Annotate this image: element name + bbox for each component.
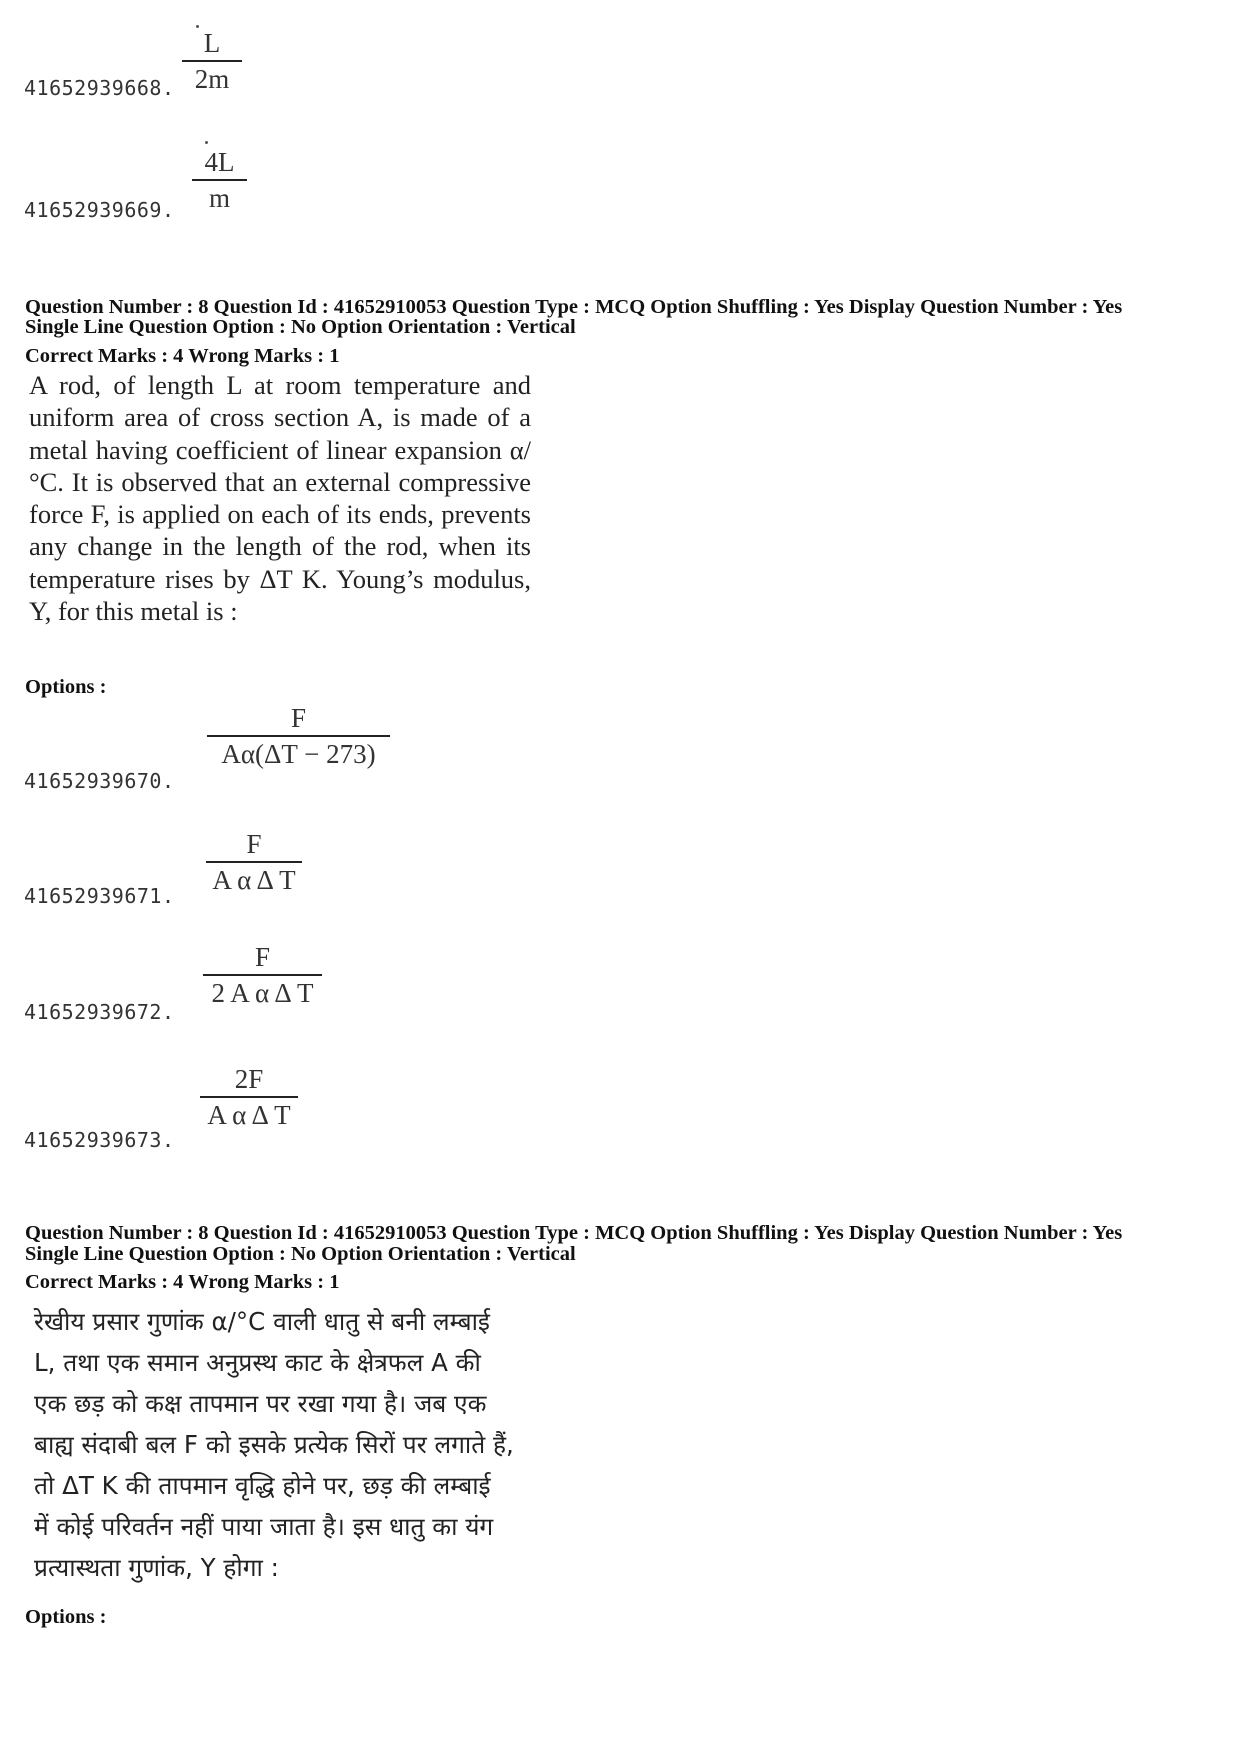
option-id: 41652939671. [24, 884, 175, 908]
options-label: Options : [25, 1606, 107, 1628]
formula-denominator: A α Δ T [207, 1100, 291, 1130]
option-id: 41652939670. [24, 769, 175, 793]
formula-numerator: L [203, 28, 221, 58]
formula-numerator: F [254, 942, 271, 972]
option-id: 41652939668. [24, 76, 175, 100]
option-formula[interactable] [200, 1062, 298, 1132]
formula-denominator: Aα(ΔT − 273) [221, 739, 376, 769]
formula-denominator: 2 A α Δ T [211, 978, 314, 1008]
option-formula[interactable] [207, 701, 390, 771]
formula-numerator: 2F [234, 1064, 264, 1094]
text-line: में कोई परिवर्तन नहीं पाया जाता है। इस धातु का यंग [34, 1512, 494, 1541]
question-text: A rod, of length L at room temperature and uniform area of cross section A, is made of a metal having coefficient of linear expansion α/°C. It is observed that an external compressive force F, is applied on each of its ends, prevents any change in the length of the rod, when its temperature rises by ΔT K. Young’s modulus, Y, for this metal is : [29, 370, 531, 627]
option-id: 41652939669. [24, 198, 175, 222]
formula-denominator: 2m [194, 64, 230, 94]
option-id: 41652939672. [24, 1000, 175, 1024]
option-formula[interactable] [182, 26, 242, 96]
question-meta-line1: Question Number : 8 Question Id : 41652910053 Question Type : MCQ Option Shuffling : Yes Display Question Number : Yes [25, 296, 1123, 318]
text-line: बाह्य संदाबी बल F को इसके प्रत्येक सिरों पर लगाते हैं, [34, 1430, 514, 1459]
option-formula[interactable] [203, 940, 322, 1010]
scan-speck [205, 141, 208, 144]
question-meta-line2: Single Line Question Option : No Option Orientation : Vertical [25, 1243, 576, 1265]
formula-numerator: F [290, 703, 307, 733]
question-marks: Correct Marks : 4 Wrong Marks : 1 [25, 1271, 340, 1293]
option-id: 41652939673. [24, 1128, 175, 1152]
option-formula[interactable] [192, 145, 247, 215]
text-line: तो ΔT K की तापमान वृद्धि होने पर, छड़ की लम्बाई [34, 1471, 491, 1500]
text-line: प्रत्यास्थता गुणांक, Y होगा : [34, 1553, 279, 1582]
text-line: L, तथा एक समान अनुप्रस्थ काट के क्षेत्रफल A की [34, 1348, 481, 1377]
question-meta-line2: Single Line Question Option : No Option Orientation : Vertical [25, 316, 576, 338]
text-line: एक छड़ को कक्ष तापमान पर रखा गया है। जब एक [34, 1389, 487, 1418]
options-label: Options : [25, 676, 107, 698]
option-formula[interactable] [206, 827, 302, 897]
formula-numerator: F [246, 829, 262, 859]
question-meta-line1: Question Number : 8 Question Id : 41652910053 Question Type : MCQ Option Shuffling : Yes Display Question Number : Yes [25, 1222, 1123, 1244]
formula-denominator: m [208, 183, 230, 213]
question-marks: Correct Marks : 4 Wrong Marks : 1 [25, 345, 340, 367]
formula-denominator: A α Δ T [212, 865, 296, 895]
formula-numerator: 4L [204, 147, 235, 177]
question-text-hindi [34, 1301, 554, 1588]
text-line: रेखीय प्रसार गुणांक α/°C वाली धातु से बनी लम्बाई [34, 1307, 490, 1336]
